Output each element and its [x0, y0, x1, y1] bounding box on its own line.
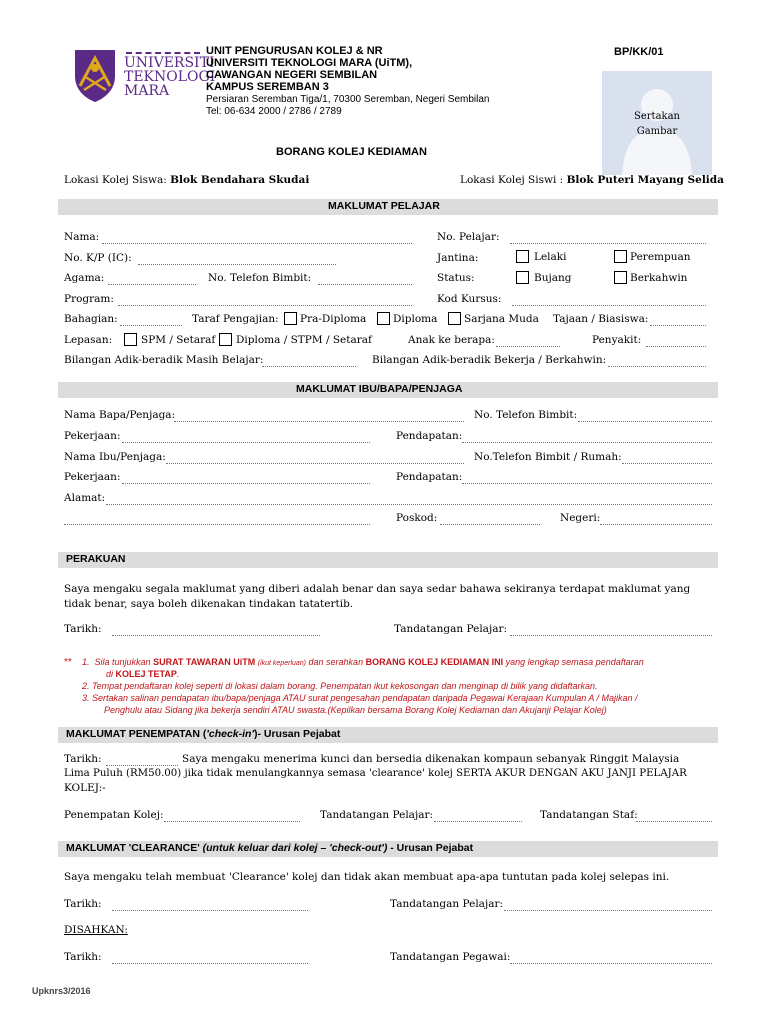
penyakit-label: Penyakit: — [592, 334, 642, 346]
bahagian-label: Bahagian: — [64, 313, 118, 325]
spm-checkbox[interactable] — [124, 333, 137, 346]
form-title: BORANG KOLEJ KEDIAMAN — [276, 146, 427, 158]
nokp-input[interactable] — [138, 264, 336, 265]
alamat-label: Alamat: — [64, 492, 106, 504]
perakuan-tt-input[interactable] — [510, 635, 712, 636]
nama-bapa-input[interactable] — [174, 421, 464, 422]
clearance-tarikh-input[interactable] — [112, 910, 308, 911]
penempatan-tarikh-input[interactable] — [106, 765, 178, 766]
org-name-2: UNIVERSITI TEKNOLOGI MARA (UiTM), — [206, 57, 413, 69]
clearance-text: Saya mengaku telah membuat 'Clearance' kolej dan tidak akan membuat apa-apa tuntutan pada kolej selepas ini. — [64, 871, 670, 883]
perakuan-text: Saya mengaku segala maklumat yang diberi adalah benar dan saya sedar bahawa sekiranya terdapat maklumat yang tidak benar, saya boleh dikenakan tindakan tatatertib. — [64, 583, 691, 610]
nokp-label: No. K/P (IC): — [64, 252, 132, 264]
adik-belajar-input[interactable] — [262, 366, 356, 367]
spm-label: SPM / Setaraf — [141, 334, 216, 346]
note-1-num: 1. — [82, 657, 90, 667]
clearance-tt-pegawai-label: Tandatangan Pegawai: — [390, 951, 511, 963]
negeri-label: Negeri: — [560, 512, 601, 524]
nama-bapa-label: Nama Bapa/Penjaga: — [64, 409, 176, 421]
kod-kursus-input[interactable] — [512, 305, 706, 306]
no-pelajar-input[interactable] — [510, 243, 706, 244]
clearance-title-b: (untuk keluar dari kolej – 'check-out') — [202, 842, 388, 854]
section-penjaga-title: MAKLUMAT IBU/BAPA/PENJAGA — [296, 383, 463, 395]
lokasi-siswi — [460, 174, 724, 186]
penempatan-tt-staf-label: Tandatangan Staf: — [540, 809, 638, 821]
uitm-logo — [72, 46, 216, 104]
pendapatan-bapa-label: Pendapatan: — [396, 430, 463, 442]
bahagian-input[interactable] — [120, 325, 182, 326]
kod-kursus-label: Kod Kursus: — [437, 293, 502, 305]
perempuan-checkbox[interactable] — [614, 250, 627, 263]
lelaki-label: Lelaki — [534, 251, 567, 263]
note-3a: 3. Sertakan salinan pendapatan ibu/bapa/penjaga ATAU surat pengesahan pendapatan daripada Pegawai Kerajaan Kumpulan A / Majikan / — [82, 693, 638, 703]
logo-text-1: UNIVERSITI — [124, 55, 215, 71]
bujang-label: Bujang — [534, 272, 572, 284]
note-1-e: dan serahkan — [308, 657, 364, 667]
section-clearance-title — [66, 842, 473, 854]
uitm-crest-icon — [72, 46, 118, 104]
clearance-tarikh2-label: Tarikh: — [64, 951, 102, 963]
logo-arabic-script — [126, 47, 200, 54]
form-code: BP/KK/01 — [614, 46, 664, 58]
clearance-tt-pelajar-label: Tandatangan Pelajar: — [390, 898, 504, 910]
penempatan-tt-staf-input[interactable] — [636, 821, 712, 822]
logo-text-3: MARA — [124, 83, 170, 99]
penyakit-input[interactable] — [646, 346, 706, 347]
note-1-d: (ikut keperluan) — [257, 660, 307, 667]
sarjana-muda-label: Sarjana Muda — [464, 313, 539, 325]
pra-diploma-label: Pra-Diploma — [300, 313, 367, 325]
note-1-c: SURAT TAWARAN UiTM — [153, 657, 256, 667]
section-pelajar-title: MAKLUMAT PELAJAR — [328, 200, 440, 212]
pekerjaan-ibu-label: Pekerjaan: — [64, 471, 121, 483]
org-address: Persiaran Seremban Tiga/1, 70300 Seremban, Negeri Sembilan — [206, 94, 490, 105]
poskod-label: Poskod: — [396, 512, 438, 524]
tajaan-label: Tajaan / Biasiswa: — [553, 313, 649, 325]
penempatan-text-3: KOLEJ:- — [64, 782, 106, 794]
note-1-g: yang lengkap semasa pendaftaran — [505, 657, 644, 667]
disahkan-label: DISAHKAN: — [64, 924, 128, 936]
perempuan-label: Perempuan — [630, 251, 691, 263]
program-label: Program: — [64, 293, 114, 305]
penempatan-kolej-input[interactable] — [164, 821, 300, 822]
photo-label-2: Gambar — [636, 126, 678, 137]
penempatan-kolej-label: Penempatan Kolej: — [64, 809, 164, 821]
diploma-checkbox[interactable] — [377, 312, 390, 325]
adik-belajar-label: Bilangan Adik-beradik Masih Belajar: — [64, 354, 264, 366]
pendapatan-bapa-input[interactable] — [462, 442, 712, 443]
notes-stars: ** — [64, 657, 72, 668]
alamat-input-1[interactable] — [106, 504, 712, 505]
agama-label: Agama: — [64, 272, 105, 284]
note-1-h: di — [106, 669, 114, 679]
no-pelajar-label: No. Pelajar: — [437, 231, 500, 243]
pendapatan-ibu-label: Pendapatan: — [396, 471, 463, 483]
clearance-title-a: MAKLUMAT 'CLEARANCE' — [66, 842, 203, 854]
note-1-b: Sila tunjukkan — [94, 657, 151, 667]
telefon-input[interactable] — [318, 284, 412, 285]
note-1-f: BORANG KOLEJ KEDIAMAN INI — [365, 657, 504, 667]
lelaki-checkbox[interactable] — [516, 250, 529, 263]
tajaan-input[interactable] — [650, 325, 706, 326]
pekerjaan-ibu-input[interactable] — [122, 483, 370, 484]
tel-rumah-label: No.Telefon Bimbit / Rumah: — [474, 451, 622, 463]
diploma-label: Diploma — [393, 313, 438, 325]
penempatan-tt-pelajar-input[interactable] — [434, 821, 522, 822]
program-input[interactable] — [118, 305, 412, 306]
note-1-i: KOLEJ TETAP — [115, 669, 177, 679]
berkahwin-checkbox[interactable] — [614, 271, 627, 284]
clearance-tarikh-label: Tarikh: — [64, 898, 102, 910]
lepasan-label: Lepasan: — [64, 334, 113, 346]
alamat-input-2[interactable] — [64, 524, 370, 525]
poskod-input[interactable] — [440, 524, 540, 525]
taraf-label: Taraf Pengajian: — [192, 313, 279, 325]
lokasi-siswa-value: Blok Bendahara Skudai — [170, 174, 310, 186]
pra-diploma-checkbox[interactable] — [284, 312, 297, 325]
pekerjaan-bapa-label: Pekerjaan: — [64, 430, 121, 442]
note-1 — [82, 657, 644, 667]
note-3b: Penghulu atau Sidang jika bekerja sendiri ATAU swasta.(Kepilkan bersama Borang Kolej Kediaman dan Akujanji Pelajar Kolej) — [104, 705, 607, 715]
penempatan-tt-pelajar-label: Tandatangan Pelajar: — [320, 809, 434, 821]
lokasi-siswa-label: Lokasi Kolej Siswa: — [64, 174, 167, 186]
adik-bekerja-label: Bilangan Adik-beradik Bekerja / Berkahwin: — [372, 354, 607, 366]
org-name-1: UNIT PENGURUSAN KOLEJ & NR — [206, 45, 383, 57]
logo-text-2: TEKNOLOGI — [124, 69, 216, 85]
note-1-j: . — [176, 669, 180, 679]
sarjana-muda-checkbox[interactable] — [448, 312, 461, 325]
tel-rumah-input[interactable] — [622, 463, 712, 464]
clearance-tt-pegawai-input[interactable] — [510, 963, 712, 964]
pekerjaan-bapa-input[interactable] — [122, 442, 370, 443]
anak-ke-label: Anak ke berapa: — [408, 334, 495, 346]
berkahwin-label: Berkahwin — [630, 272, 688, 284]
negeri-input[interactable] — [600, 524, 712, 525]
jantina-label: Jantina: — [437, 252, 479, 264]
nama-ibu-label: Nama Ibu/Penjaga: — [64, 451, 166, 463]
anak-ke-input[interactable] — [496, 346, 560, 347]
clearance-tt-pelajar-input[interactable] — [504, 910, 712, 911]
penempatan-text-1: Saya mengaku menerima kunci dan bersedia dikenakan kompaun sebanyak Ringgit Malaysia — [182, 753, 680, 765]
perakuan-tarikh-input[interactable] — [112, 635, 320, 636]
nama-input[interactable] — [102, 243, 412, 244]
person-silhouette-icon — [602, 71, 712, 175]
tel-bapa-label: No. Telefon Bimbit: — [474, 409, 578, 421]
status-label: Status: — [437, 272, 475, 284]
perakuan-tarikh-label: Tarikh: — [64, 623, 102, 635]
perakuan-tt-label: Tandatangan Pelajar: — [394, 623, 508, 635]
penempatan-title-c: )- Urusan Pejabat — [253, 728, 341, 740]
section-perakuan-band — [58, 552, 718, 568]
telefon-label: No. Telefon Bimbit: — [208, 272, 312, 284]
section-penempatan-title — [66, 728, 340, 740]
lokasi-siswi-value: Blok Puteri Mayang Selida — [566, 174, 724, 186]
diploma-stpm-checkbox[interactable] — [219, 333, 232, 346]
tel-bapa-input[interactable] — [578, 421, 712, 422]
bujang-checkbox[interactable] — [516, 271, 529, 284]
penempatan-text-2: Lima Puluh (RM50.00) jika tidak menulangkannya semasa 'clearance' kolej SERTA AKUR DENGAN AKU JANJI PELAJAR — [64, 768, 687, 779]
note-1-line2 — [106, 669, 179, 679]
penempatan-title-b: 'check-in' — [206, 728, 254, 740]
photo-label-1: Sertakan — [634, 111, 680, 122]
penempatan-tarikh-label: Tarikh: — [64, 753, 102, 765]
nama-ibu-input[interactable] — [166, 463, 464, 464]
clearance-title-c: - Urusan Pejabat — [387, 842, 474, 854]
photo-box[interactable] — [602, 71, 712, 175]
org-name-3: CAWANGAN NEGERI SEMBILAN — [206, 69, 378, 81]
nama-label: Nama: — [64, 231, 100, 243]
lokasi-siswa — [64, 174, 309, 186]
diploma-stpm-label: Diploma / STPM / Setaraf — [236, 334, 372, 346]
org-phone: Tel: 06-634 2000 / 2786 / 2789 — [206, 106, 342, 117]
section-perakuan-title: PERAKUAN — [66, 553, 126, 565]
pendapatan-ibu-input[interactable] — [462, 483, 712, 484]
lokasi-siswi-label: Lokasi Kolej Siswi : — [460, 174, 564, 186]
footer-code: Upknrs3/2016 — [32, 986, 91, 996]
note-2: 2. Tempat pendaftaran kolej seperti di lokasi dalam borang. Penempatan ikut kekosongan dan menginap di bilik yang didaftarkan. — [82, 681, 598, 691]
org-name-4: KAMPUS SEREMBAN 3 — [206, 81, 329, 93]
adik-bekerja-input[interactable] — [608, 366, 706, 367]
agama-input[interactable] — [108, 284, 196, 285]
penempatan-title-a: MAKLUMAT PENEMPATAN ( — [66, 728, 207, 740]
clearance-tarikh2-input[interactable] — [112, 963, 308, 964]
